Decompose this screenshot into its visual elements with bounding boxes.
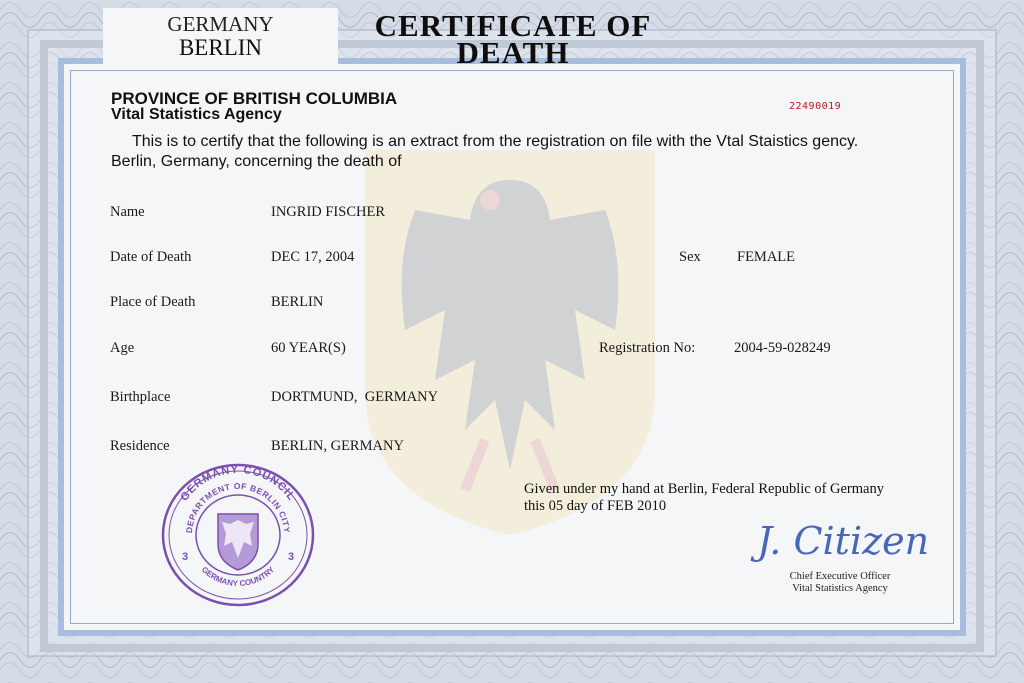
signature: J. Citizen — [757, 519, 930, 563]
intro-text: This is to certify that the following is an extract from the registration on file with the Vtal Staistics gency. — [132, 133, 859, 150]
residence-value: BERLIN, GERMANY — [271, 438, 404, 454]
given-statement: Given under my hand at Berlin, Federal Republic of Germany — [524, 481, 884, 497]
seal-number-right: 3 — [288, 551, 295, 563]
registration-label: Registration No: — [599, 340, 696, 356]
certificate-title-line2: DEATH — [456, 35, 570, 70]
serial-number: 22490019 — [789, 101, 842, 112]
sex-label: Sex — [679, 249, 701, 265]
place-of-death-value: BERLIN — [271, 294, 324, 310]
intro-text-line2: Berlin, Germany, concerning the death of — [111, 153, 402, 170]
seal-bottom-text: GERMANY COUNTRY — [199, 564, 277, 589]
given-date: this 05 day of FEB 2010 — [524, 498, 667, 514]
seal-inner-text: DEPARTMENT OF BERLIN CITY — [183, 480, 293, 534]
date-of-death-label: Date of Death — [110, 249, 192, 265]
province-name: PROVINCE OF BRITISH COLUMBIA — [111, 89, 398, 108]
birthplace-label: Birthplace — [110, 389, 171, 405]
age-value: 60 YEAR(S) — [271, 340, 346, 356]
country-label: GERMANY — [167, 12, 274, 36]
registration-value: 2004-59-028249 — [734, 340, 831, 356]
name-label: Name — [110, 204, 145, 220]
place-of-death-label: Place of Death — [110, 294, 196, 310]
sex-value: FEMALE — [737, 249, 795, 265]
official-seal — [160, 462, 316, 608]
city-label: BERLIN — [178, 35, 263, 60]
birthplace-value: DORTMUND, GERMANY — [271, 389, 439, 405]
date-of-death-value: DEC 17, 2004 — [271, 249, 355, 265]
signatory-title: Chief Executive Officer — [789, 571, 891, 582]
agency-name: Vital Statistics Agency — [111, 106, 282, 123]
seal-number-left: 3 — [182, 551, 189, 563]
seal-eagle-icon — [218, 514, 258, 570]
certificate-title: CERTIFICATE OF — [374, 8, 652, 43]
age-label: Age — [110, 340, 135, 356]
name-value: INGRID FISCHER — [271, 204, 385, 220]
seal-outer-text: GERMANY COUNCIL — [178, 463, 298, 504]
residence-label: Residence — [110, 438, 170, 454]
signatory-agency: Vital Statistics Agency — [792, 583, 888, 594]
